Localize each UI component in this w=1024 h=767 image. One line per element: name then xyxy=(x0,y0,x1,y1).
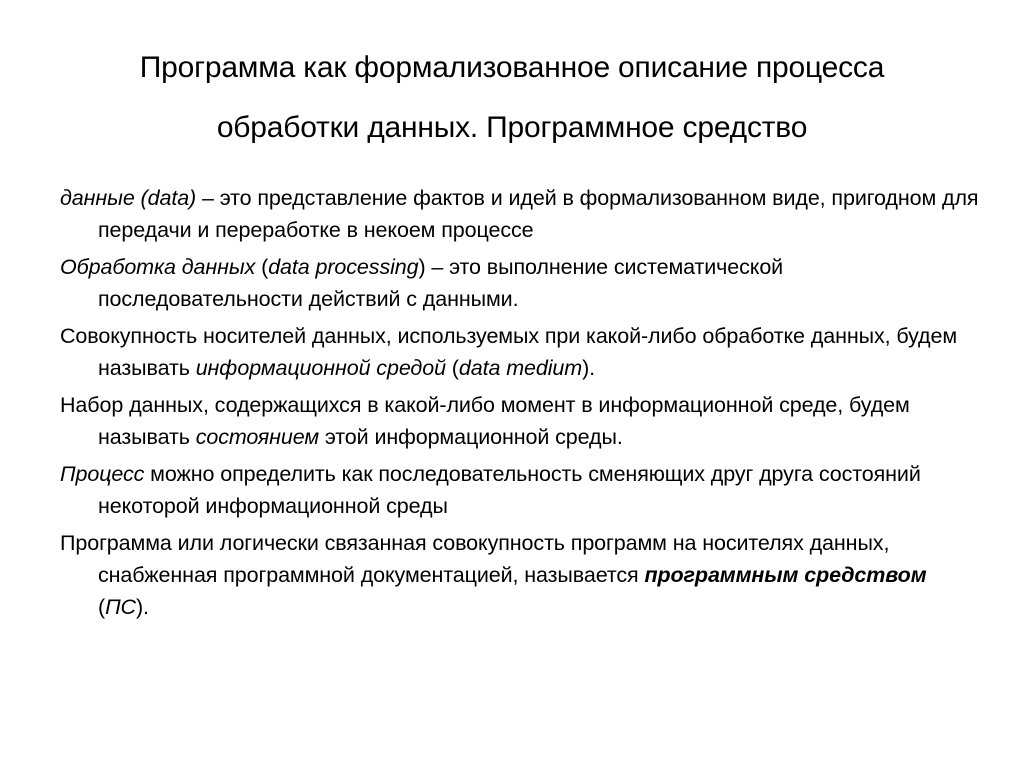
slide-title-line-1: Программа как формализованное описание процесса xyxy=(139,51,885,84)
definition-data xyxy=(60,182,980,246)
definition-text: Набор данных, содержащихся в какой-либо момент в информационной среде, будем называть xyxy=(60,393,910,449)
definition-text: ) – это выполнение систематической последовательности действий с данными. xyxy=(98,255,784,311)
definition-data-processing xyxy=(60,251,980,315)
slide-title xyxy=(40,38,984,158)
slide-body xyxy=(60,182,980,628)
term-data: данные (data) xyxy=(60,186,197,210)
paren-open: ( xyxy=(255,255,269,279)
paren-close: ). xyxy=(582,356,595,380)
term-process: Процесс xyxy=(60,462,145,486)
definition-process xyxy=(60,458,980,522)
definition-software xyxy=(60,527,980,623)
definition-state xyxy=(60,389,980,453)
term-software-tool: программным средством xyxy=(644,563,927,587)
definition-text: можно определить как последовательность сменяющих друг друга состояний некоторой информационной среды xyxy=(98,462,921,518)
term-abbreviation: ПС xyxy=(105,595,136,619)
term-english: data medium xyxy=(458,356,583,380)
definition-data-medium xyxy=(60,320,980,384)
term-data-processing: Обработка данных xyxy=(60,255,256,279)
term-english: data processing xyxy=(268,255,419,279)
paren-open: ( xyxy=(445,356,459,380)
slide-title-line-2: обработки данных. Программное средство xyxy=(216,111,808,144)
definition-text: Совокупность носителей данных, используемых при какой-либо обработке данных, будем называть xyxy=(60,324,958,380)
definition-text: – это представление фактов и идей в формализованном виде, пригодном для передачи и переработке в некоем процессе xyxy=(98,186,979,242)
definition-text: этой информационной среды. xyxy=(319,425,623,449)
paren-open: ( xyxy=(98,595,106,619)
term-information-medium: информационной средой xyxy=(195,356,446,380)
paren-close: ). xyxy=(135,595,149,619)
definition-text: Программа или логически связанная совокупность программ на носителях данных, снабженная программной документацией, называется xyxy=(60,531,890,587)
term-state: состоянием xyxy=(195,425,320,449)
